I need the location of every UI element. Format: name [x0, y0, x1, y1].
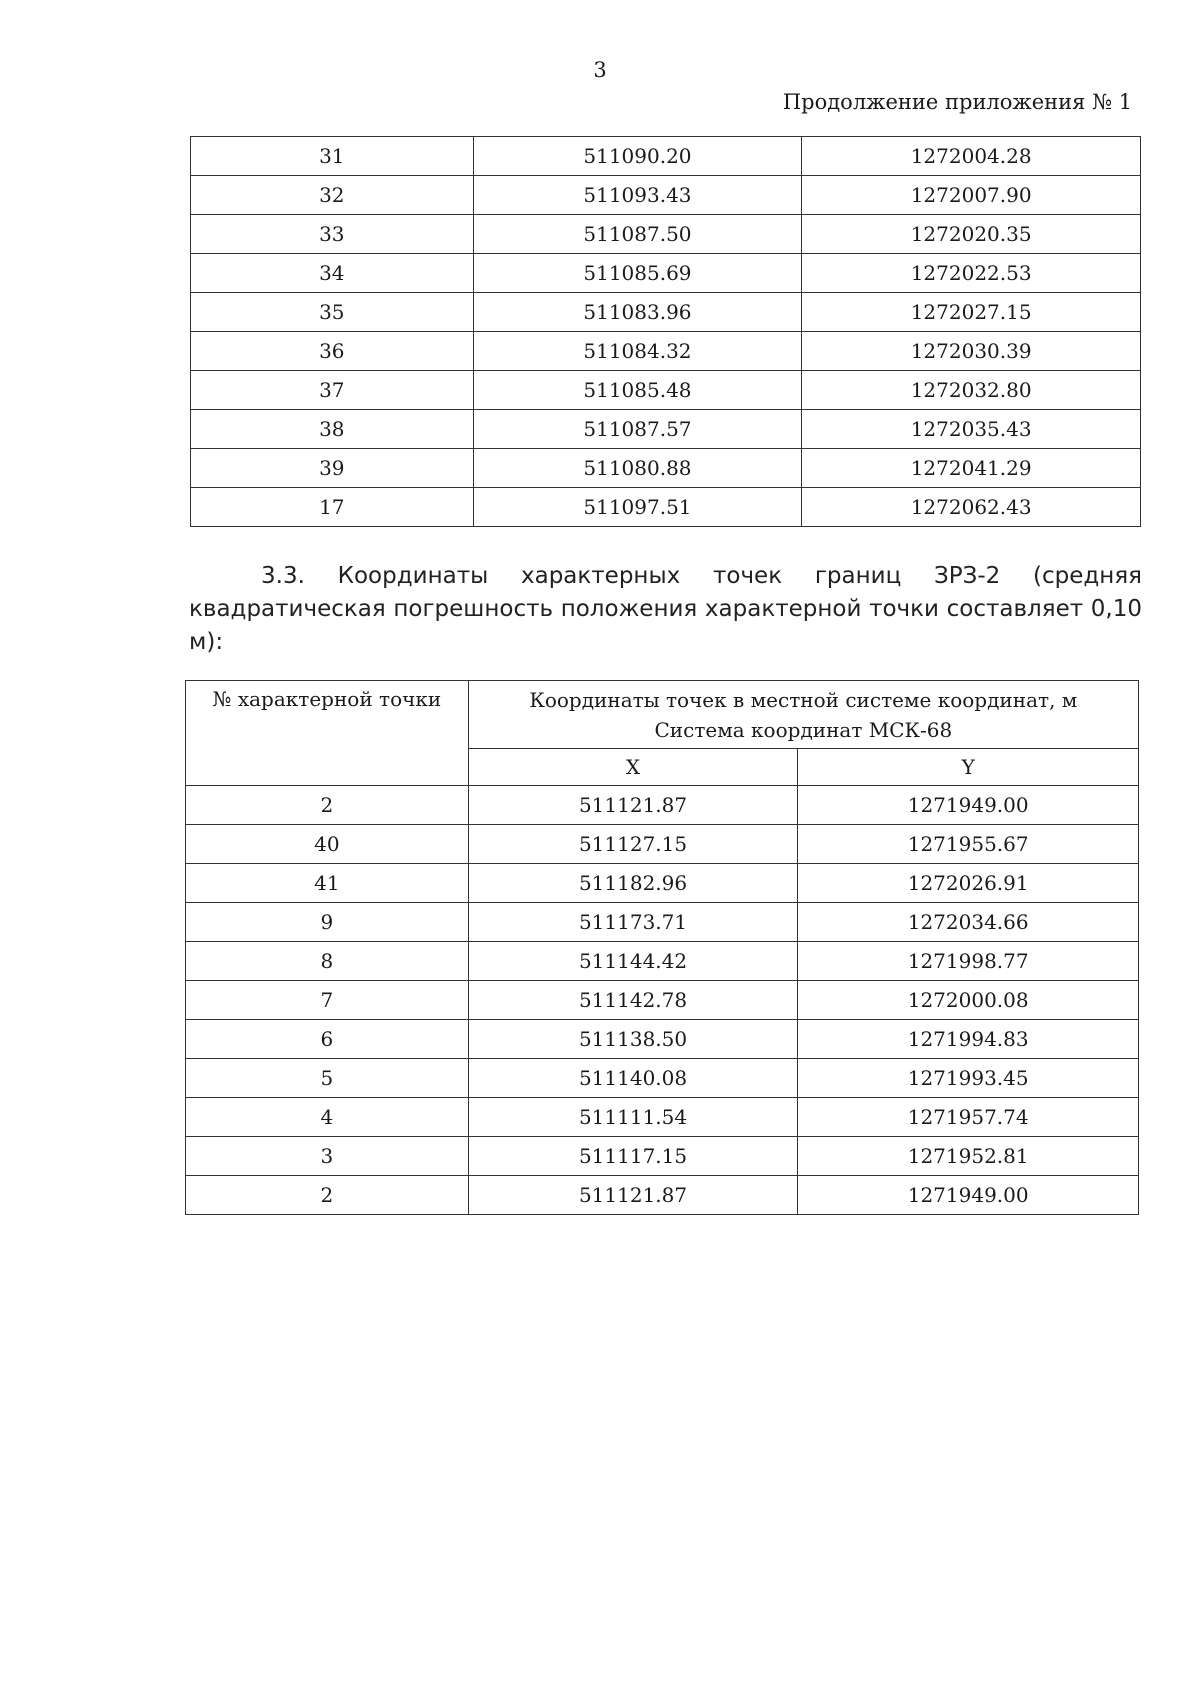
y-coordinate-cell: 1272027.15 — [802, 293, 1141, 332]
point-number-cell: 31 — [191, 137, 474, 176]
table-row — [191, 293, 1141, 332]
section-number: 3.3. — [261, 563, 305, 589]
table-row — [186, 1020, 1139, 1059]
y-coordinate-cell: 1272034.66 — [798, 903, 1139, 942]
table-row — [191, 488, 1141, 527]
table-row — [191, 137, 1141, 176]
coordinates-table-zrz2 — [185, 680, 1139, 1215]
page-number: 3 — [593, 58, 607, 82]
x-coordinate-cell: 511087.50 — [473, 215, 802, 254]
table-row — [191, 410, 1141, 449]
table-row — [186, 825, 1139, 864]
table-row — [191, 332, 1141, 371]
x-coordinate-cell: 511085.48 — [473, 371, 802, 410]
y-coordinate-cell: 1272032.80 — [802, 371, 1141, 410]
point-number-cell: 35 — [191, 293, 474, 332]
y-coordinate-cell: 1271955.67 — [798, 825, 1139, 864]
point-number-cell: 41 — [186, 864, 469, 903]
x-coordinate-cell: 511121.87 — [468, 1176, 798, 1215]
y-coordinate-cell: 1272022.53 — [802, 254, 1141, 293]
x-coordinate-cell: 511085.69 — [473, 254, 802, 293]
y-coordinate-cell: 1271994.83 — [798, 1020, 1139, 1059]
x-coordinate-cell: 511117.15 — [468, 1137, 798, 1176]
y-coordinate-cell: 1271957.74 — [798, 1098, 1139, 1137]
point-number-cell: 36 — [191, 332, 474, 371]
header-y: Y — [798, 749, 1139, 786]
x-coordinate-cell: 511087.57 — [473, 410, 802, 449]
x-coordinate-cell: 511138.50 — [468, 1020, 798, 1059]
table-row — [186, 1176, 1139, 1215]
section-text: Координаты характерных точек границ ЗРЗ-2 (средняя квадратическая погрешность положения характерной точки составляет 0,10 м): — [189, 563, 1142, 655]
header-coordinates-line2: Система координат МСК-68 — [654, 717, 953, 742]
y-coordinate-cell: 1272020.35 — [802, 215, 1141, 254]
continuation-label: Продолжение приложения № 1 — [782, 90, 1132, 114]
point-number-cell: 3 — [186, 1137, 469, 1176]
header-coordinates-line1: Координаты точек в местной системе координат, м — [529, 687, 1078, 712]
table-row — [191, 215, 1141, 254]
point-number-cell: 7 — [186, 981, 469, 1020]
y-coordinate-cell: 1271952.81 — [798, 1137, 1139, 1176]
x-coordinate-cell: 511090.20 — [473, 137, 802, 176]
point-number-cell: 9 — [186, 903, 469, 942]
table-row — [191, 176, 1141, 215]
x-coordinate-cell: 511173.71 — [468, 903, 798, 942]
x-coordinate-cell: 511144.42 — [468, 942, 798, 981]
point-number-cell: 32 — [191, 176, 474, 215]
x-coordinate-cell: 511121.87 — [468, 786, 798, 825]
table-row — [186, 903, 1139, 942]
point-number-cell: 5 — [186, 1059, 469, 1098]
point-number-cell: 39 — [191, 449, 474, 488]
point-number-cell: 34 — [191, 254, 474, 293]
y-coordinate-cell: 1272004.28 — [802, 137, 1141, 176]
x-coordinate-cell: 511182.96 — [468, 864, 798, 903]
x-coordinate-cell: 511097.51 — [473, 488, 802, 527]
y-coordinate-cell: 1272062.43 — [802, 488, 1141, 527]
table-row — [191, 449, 1141, 488]
point-number-cell: 2 — [186, 1176, 469, 1215]
point-number-cell: 6 — [186, 1020, 469, 1059]
y-coordinate-cell: 1272041.29 — [802, 449, 1141, 488]
header-x: X — [468, 749, 798, 786]
table-row — [191, 371, 1141, 410]
point-number-cell: 2 — [186, 786, 469, 825]
header-row — [186, 681, 1139, 749]
y-coordinate-cell: 1272007.90 — [802, 176, 1141, 215]
table-body — [186, 786, 1139, 1215]
point-number-cell: 33 — [191, 215, 474, 254]
table-row — [186, 1098, 1139, 1137]
header-coordinates — [468, 681, 1138, 749]
table-row — [186, 1059, 1139, 1098]
y-coordinate-cell: 1271949.00 — [798, 1176, 1139, 1215]
point-number-cell: 40 — [186, 825, 469, 864]
section-paragraph — [189, 560, 1142, 659]
table-header — [186, 681, 1139, 786]
point-number-cell: 17 — [191, 488, 474, 527]
y-coordinate-cell: 1271993.45 — [798, 1059, 1139, 1098]
table-row — [186, 1137, 1139, 1176]
y-coordinate-cell: 1272035.43 — [802, 410, 1141, 449]
y-coordinate-cell: 1272030.39 — [802, 332, 1141, 371]
table-row — [186, 942, 1139, 981]
y-coordinate-cell: 1272000.08 — [798, 981, 1139, 1020]
x-coordinate-cell: 511127.15 — [468, 825, 798, 864]
table-body — [191, 137, 1141, 527]
table-row — [186, 864, 1139, 903]
y-coordinate-cell: 1272026.91 — [798, 864, 1139, 903]
x-coordinate-cell: 511080.88 — [473, 449, 802, 488]
coordinates-table-continued — [190, 136, 1141, 527]
table-row — [186, 786, 1139, 825]
point-number-cell: 38 — [191, 410, 474, 449]
x-coordinate-cell: 511093.43 — [473, 176, 802, 215]
table-row — [191, 254, 1141, 293]
x-coordinate-cell: 511140.08 — [468, 1059, 798, 1098]
x-coordinate-cell: 511142.78 — [468, 981, 798, 1020]
point-number-cell: 8 — [186, 942, 469, 981]
header-point-number: № характерной точки — [186, 681, 469, 786]
point-number-cell: 37 — [191, 371, 474, 410]
point-number-cell: 4 — [186, 1098, 469, 1137]
y-coordinate-cell: 1271949.00 — [798, 786, 1139, 825]
table-row — [186, 981, 1139, 1020]
y-coordinate-cell: 1271998.77 — [798, 942, 1139, 981]
x-coordinate-cell: 511111.54 — [468, 1098, 798, 1137]
x-coordinate-cell: 511083.96 — [473, 293, 802, 332]
x-coordinate-cell: 511084.32 — [473, 332, 802, 371]
